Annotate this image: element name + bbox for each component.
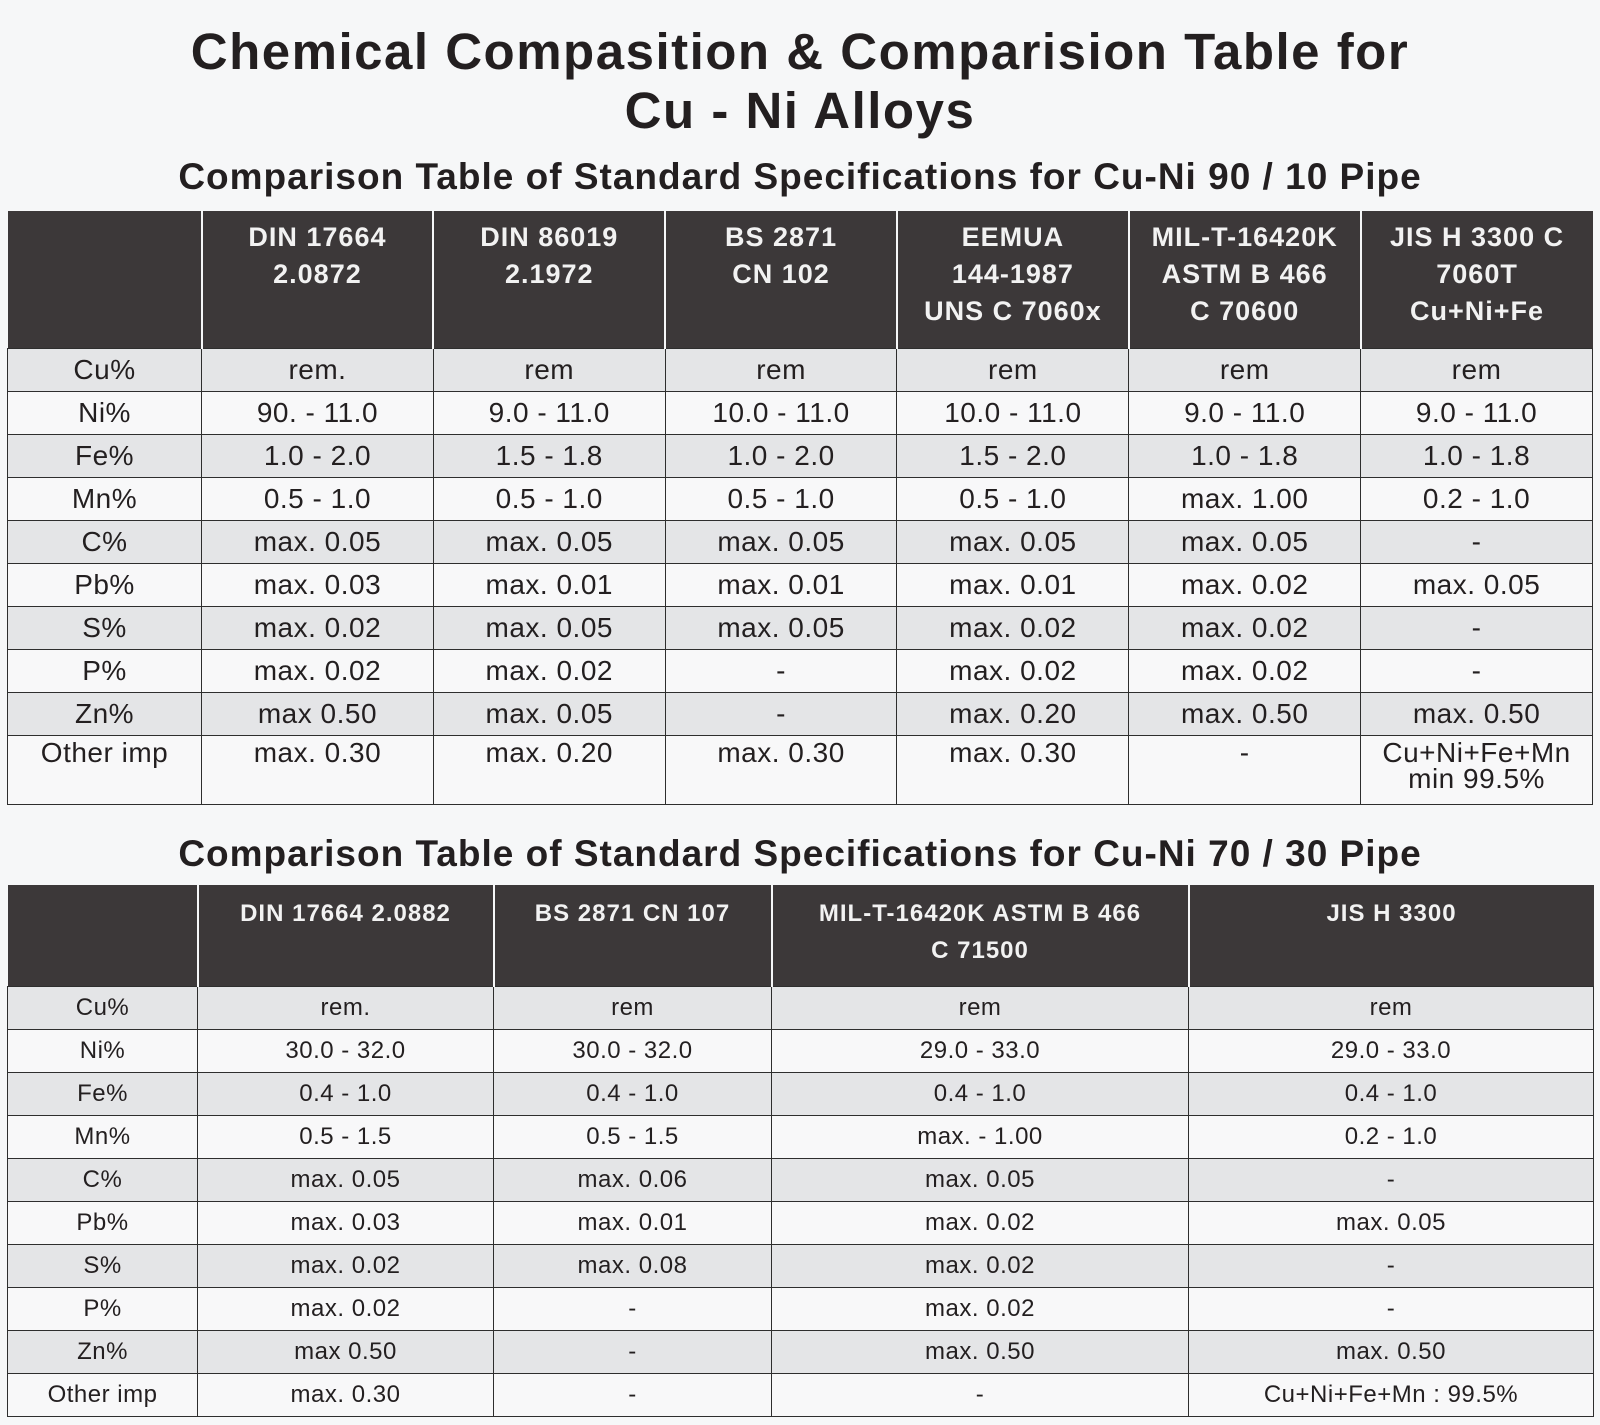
table-header-row [8,885,1594,987]
table-cell: - [1189,1288,1594,1331]
table-cell: max. 0.02 [1129,564,1361,607]
table-cell: 1.0 - 2.0 [665,435,897,478]
table-cell: 10.0 - 11.0 [665,392,897,435]
table-cell: max. 0.30 [198,1374,494,1417]
page-title-line-1: Chemical Compasition & Comparision Table for [190,23,1410,80]
table-cell: max. 0.02 [772,1245,1189,1288]
table-cell: max. 0.01 [494,1202,772,1245]
table-cell: - [494,1374,772,1417]
table-cell: rem [1361,349,1593,392]
table-cell: max. 0.50 [1129,693,1361,736]
table-cell: max. 1.00 [1129,478,1361,521]
table-cell: max. 0.02 [897,607,1129,650]
table-cell: 29.0 - 33.0 [1189,1030,1594,1073]
header-line: BS 2871 [725,222,838,252]
table-cell: 1.0 - 1.8 [1129,435,1361,478]
row-label: Cu% [8,349,202,392]
table-cell: rem. [198,987,494,1030]
table-cell: max. 0.05 [1189,1202,1594,1245]
header-cell-bs-2871 [665,211,897,349]
header-line: DIN 17664 2.0882 [240,900,451,927]
table-cell: - [665,693,897,736]
table-cell: 1.0 - 2.0 [202,435,434,478]
table-cell: max. 0.30 [665,736,897,805]
table-cell: 0.5 - 1.0 [433,478,665,521]
table-cell: 0.4 - 1.0 [1189,1073,1594,1116]
header-cell-mil-t-16420k [772,885,1189,987]
table-row [8,349,1593,392]
table-cell: 1.5 - 1.8 [433,435,665,478]
row-label: C% [8,1159,198,1202]
table-row [8,564,1593,607]
table-cell: max. 0.30 [897,736,1129,805]
comparison-table-cuni-70-30 [7,885,1594,1417]
header-line: 7060T [1436,259,1518,289]
section-title-cuni-70-30: Comparison Table of Standard Specifications for Cu-Ni 70 / 30 Pipe [178,833,1422,874]
header-line: MIL-T-16420K ASTM B 466 [818,900,1142,927]
row-label: Zn% [8,693,202,736]
table-row [8,1159,1594,1202]
row-label: P% [8,1288,198,1331]
header-cell-bs-2871 [494,885,772,987]
table-cell: max. 0.02 [433,650,665,693]
table-cell: max. 0.06 [494,1159,772,1202]
header-line: UNS C 7060x [924,296,1102,326]
table-cell: max. 0.02 [772,1288,1189,1331]
table-cell: - [1361,521,1593,564]
page-title [0,22,1600,140]
table-cell: 0.5 - 1.0 [202,478,434,521]
table-cell: rem [1129,349,1361,392]
table-cell: rem [433,349,665,392]
header-cell-empty [8,885,198,987]
table-cell: - [1189,1245,1594,1288]
header-line: 2.0872 [273,259,362,289]
table-cell: 30.0 - 32.0 [494,1030,772,1073]
table-cell: max. 0.05 [665,607,897,650]
table-cell: max. 0.05 [1129,521,1361,564]
table-cell: 9.0 - 11.0 [1129,392,1361,435]
header-line: Cu+Ni+Fe [1410,296,1545,326]
row-label: Mn% [8,1116,198,1159]
table-row [8,607,1593,650]
table-cell: max. 0.50 [772,1331,1189,1374]
table-cell: 0.2 - 1.0 [1361,478,1593,521]
header-line: MIL-T-16420K [1151,222,1338,252]
table-cell: rem. [202,349,434,392]
row-label: Ni% [8,392,202,435]
table-cell: max. 0.01 [433,564,665,607]
table-cell: max. 0.05 [897,521,1129,564]
header-line: CN 102 [732,259,830,289]
table-cell: 1.5 - 2.0 [897,435,1129,478]
table-cell: 0.5 - 1.0 [897,478,1129,521]
table-cell: max 0.50 [202,693,434,736]
page-title-line-2: Cu - Ni Alloys [624,82,976,139]
table-row [8,435,1593,478]
row-label: Mn% [8,478,202,521]
table-body [8,349,1593,805]
table-cell: max. 0.03 [202,564,434,607]
table-cell: max. 0.50 [1189,1331,1594,1374]
table-cell: max. - 1.00 [772,1116,1189,1159]
table-cell: max. 0.02 [772,1202,1189,1245]
row-label: Pb% [8,564,202,607]
row-label: Pb% [8,1202,198,1245]
table-cell: max. 0.02 [897,650,1129,693]
header-line: JIS H 3300 C [1390,222,1565,252]
table-cell: 0.4 - 1.0 [198,1073,494,1116]
table-cell: 30.0 - 32.0 [198,1030,494,1073]
table-cell: max. 0.05 [433,521,665,564]
section-title-cuni-90-10: Comparison Table of Standard Specifications for Cu-Ni 90 / 10 Pipe [178,156,1422,197]
header-line: DIN 17664 [248,222,387,252]
table-cell: max. 0.03 [198,1202,494,1245]
header-line: C 70600 [1190,296,1300,326]
table-row [8,1374,1594,1417]
cell-line: min 99.5% [1408,763,1545,794]
table-cell: 0.5 - 1.5 [198,1116,494,1159]
table-cell: - [1189,1159,1594,1202]
table-cell: Cu+Ni+Fe+Mn : 99.5% [1189,1374,1594,1417]
table-cell: max. 0.50 [1361,693,1593,736]
table-cell: 0.5 - 1.0 [665,478,897,521]
table-row [8,1331,1594,1374]
table-cell: rem [772,987,1189,1030]
table-cell: - [1129,736,1361,805]
table-cell: max. 0.02 [198,1288,494,1331]
table-row [8,1245,1594,1288]
table-cell: 10.0 - 11.0 [897,392,1129,435]
table-row [8,392,1593,435]
table-cell: - [665,650,897,693]
table-cell: max. 0.05 [1361,564,1593,607]
header-cell-eemua [897,211,1129,349]
table-cell: 0.5 - 1.5 [494,1116,772,1159]
table-row [8,1288,1594,1331]
table-cell: 9.0 - 11.0 [1361,392,1593,435]
table-cell: max. 0.02 [1129,650,1361,693]
row-label: S% [8,607,202,650]
table-cell: max. 0.02 [198,1245,494,1288]
table-cell: max 0.50 [198,1331,494,1374]
table-row [8,478,1593,521]
table-cell: 0.4 - 1.0 [772,1073,1189,1116]
table-row [8,1116,1594,1159]
table-cell: 9.0 - 11.0 [433,392,665,435]
table-cell: max. 0.20 [433,736,665,805]
table-row [8,1030,1594,1073]
table-cell: max. 0.05 [202,521,434,564]
row-label: Other imp [8,736,202,805]
table-cell: max. 0.05 [198,1159,494,1202]
table-cell: max. 0.05 [772,1159,1189,1202]
table-cell: max. 0.05 [433,693,665,736]
table-body [8,987,1594,1417]
header-line: ASTM B 466 [1161,259,1328,289]
table-row [8,1073,1594,1116]
header-line: BS 2871 CN 107 [534,900,731,927]
row-label: Zn% [8,1331,198,1374]
table-cell: max. 0.05 [433,607,665,650]
comparison-table-cuni-90-10 [7,211,1593,805]
header-cell-din-86019 [433,211,665,349]
table-cell: 1.0 - 1.8 [1361,435,1593,478]
table-cell: - [494,1331,772,1374]
table-cell: 29.0 - 33.0 [772,1030,1189,1073]
row-label: C% [8,521,202,564]
header-line: 2.1972 [504,259,594,289]
table-row [8,987,1594,1030]
header-line: DIN 86019 [480,222,619,252]
table-cell: max. 0.02 [202,607,434,650]
table-cell: 0.2 - 1.0 [1189,1116,1594,1159]
table-cell: max. 0.30 [202,736,434,805]
header-cell-din-17664 [198,885,494,987]
table-cell: max. 0.20 [897,693,1129,736]
table-cell: - [494,1288,772,1331]
header-line: EEMUA [961,222,1065,252]
table-cell: max. 0.01 [897,564,1129,607]
table-cell: 0.4 - 1.0 [494,1073,772,1116]
cell-line: Cu+Ni+Fe+Mn [1382,737,1571,768]
header-line: JIS H 3300 [1326,900,1457,927]
header-cell-mil-t-16420k [1129,211,1361,349]
row-label: P% [8,650,202,693]
table-row-other-imp [8,736,1593,805]
table-cell: max. 0.01 [665,564,897,607]
row-label: Fe% [8,435,202,478]
table-row [8,521,1593,564]
header-cell-jis-h-3300 [1189,885,1594,987]
table-cell: - [1361,650,1593,693]
table-cell: rem [1189,987,1594,1030]
table-row [8,1202,1594,1245]
row-label: Other imp [8,1374,198,1417]
table-cell: max. 0.02 [202,650,434,693]
header-line: 144-1987 [951,259,1074,289]
table-cell: rem [665,349,897,392]
table-row [8,650,1593,693]
row-label: Fe% [8,1073,198,1116]
table-cell: rem [897,349,1129,392]
table-cell [1361,736,1593,805]
header-line: C 71500 [931,937,1029,964]
table-cell: max. 0.08 [494,1245,772,1288]
table-header-row [8,211,1593,349]
table-cell: max. 0.05 [665,521,897,564]
table-cell: rem [494,987,772,1030]
row-label: S% [8,1245,198,1288]
table-row [8,693,1593,736]
table-cell: 90. - 11.0 [202,392,434,435]
header-cell-jis-h-3300 [1361,211,1593,349]
table-cell: - [1361,607,1593,650]
header-cell-empty [8,211,202,349]
row-label: Ni% [8,1030,198,1073]
header-cell-din-17664 [202,211,434,349]
table-cell: max. 0.02 [1129,607,1361,650]
row-label: Cu% [8,987,198,1030]
table-cell: - [772,1374,1189,1417]
